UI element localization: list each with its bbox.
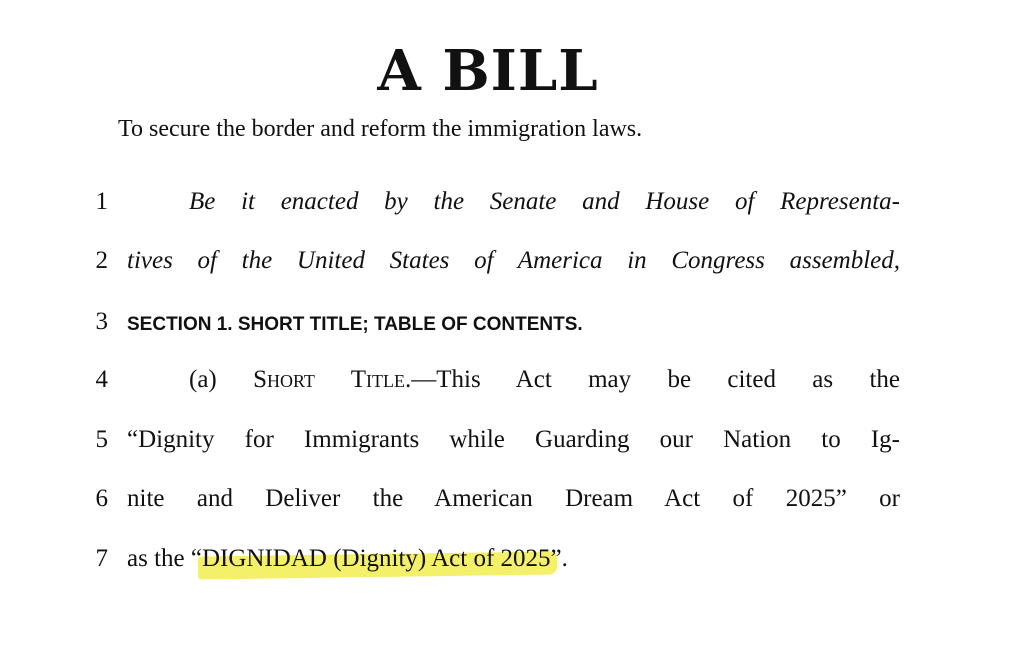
line-number: 5 (95, 426, 108, 453)
highlighted-act-name: DIGNIDAD (Dignity) Act of 2025 (201, 545, 551, 572)
enacting-clause-line-2: tives of the United States of America in Congress assembled, (127, 247, 900, 274)
enacting-clause-line-1: Be it enacted by the Senate and House of Representa- (189, 188, 900, 215)
short-title-heading: Short Title (253, 366, 406, 393)
line-number: 6 (95, 485, 108, 512)
section-heading: SECTION 1. SHORT TITLE; TABLE OF CONTENTS. (127, 314, 583, 335)
line-number: 2 (95, 247, 108, 274)
act-name-line-1: “Dignity for Immigrants while Guarding our Nation to Ig- (127, 426, 900, 453)
line-number: 4 (95, 366, 108, 393)
quote-prefix: as the “ (127, 545, 202, 572)
line-number: 1 (95, 188, 108, 215)
bill-title: A BILL (377, 38, 599, 104)
short-title-text: .—This Act may be cited as the (405, 366, 900, 393)
line-number: 7 (95, 545, 108, 572)
act-name-line-2: nite and Deliver the American Dream Act of 2025” or (127, 485, 900, 512)
line-number: 3 (95, 308, 108, 335)
quote-suffix: ”. (550, 545, 568, 572)
act-name-line-3 (127, 545, 900, 573)
short-title-line (127, 366, 900, 394)
bill-purpose: To secure the border and reform the immigration laws. (118, 116, 643, 142)
subsection-label: (a) (189, 366, 254, 393)
